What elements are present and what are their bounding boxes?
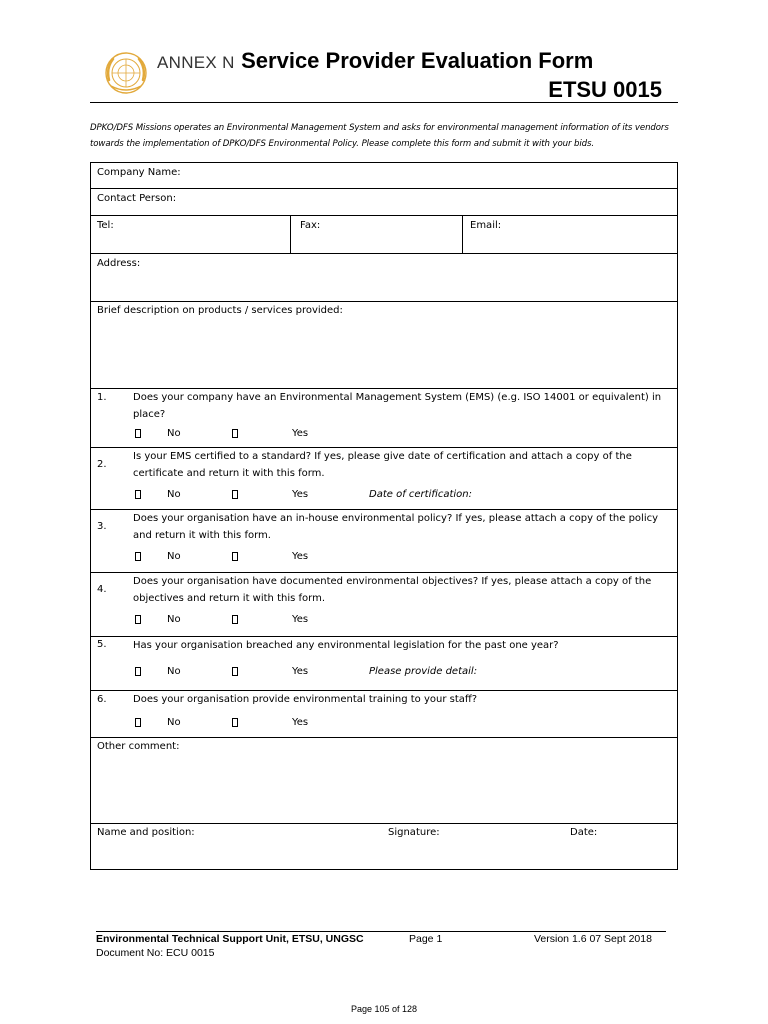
no-label: No: [167, 614, 181, 625]
footer-rule: [96, 931, 666, 932]
evaluation-form: [90, 162, 678, 870]
no-checkbox[interactable]: [135, 718, 141, 727]
yes-label: Yes: [292, 717, 309, 728]
yes-checkbox[interactable]: [232, 429, 238, 438]
un-emblem-logo: [103, 50, 149, 96]
question-number: 3.: [97, 521, 107, 532]
question-text: Is your EMS certified to a standard? If yes, please give date of certification and attach a copy of the certificate and return it with this form.: [133, 451, 632, 479]
footer-version: Version 1.6 07 Sept 2018: [534, 933, 652, 945]
cell-divider: [290, 215, 291, 253]
question-2: [91, 447, 677, 509]
yes-label: Yes: [292, 428, 309, 439]
no-checkbox[interactable]: [135, 429, 141, 438]
yes-checkbox[interactable]: [232, 667, 238, 676]
footer-unit: Environmental Technical Support Unit, ETSU, UNGSC: [96, 933, 364, 945]
yes-checkbox[interactable]: [232, 490, 238, 499]
question-number: 1.: [97, 392, 107, 403]
yes-checkbox[interactable]: [232, 615, 238, 624]
question-3: [91, 509, 677, 572]
intro-text: DPKO/DFS Missions operates an Environmental Management System and asks for environmental management information of its vendors towards the implementation of DPKO/DFS Environmental Policy. Please complete this form and submit it with your bids.: [90, 123, 669, 149]
question-5: [91, 636, 677, 690]
other-comment-label[interactable]: Other comment:: [97, 741, 180, 752]
row-divider: [91, 737, 677, 738]
footer-page: Page 1: [409, 933, 443, 945]
cell-divider: [462, 215, 463, 253]
no-label: No: [167, 489, 181, 500]
company-name-label[interactable]: Company Name:: [97, 167, 181, 178]
question-number: 6.: [97, 694, 107, 705]
question-6: [91, 690, 677, 737]
no-checkbox[interactable]: [135, 490, 141, 499]
question-text: Does your organisation have an in-house environmental policy? If yes, please attach a copy of the policy and return it with this form.: [133, 513, 659, 541]
row-divider: [91, 215, 677, 216]
no-label: No: [167, 666, 181, 677]
question-text: Does your company have an Environmental Management System (EMS) (e.g. ISO 14001 or equivalent) in place?: [133, 392, 662, 420]
question-4: [91, 572, 677, 636]
certification-date-field[interactable]: Date of certification:: [369, 489, 472, 500]
description-label[interactable]: Brief description on products / services provided:: [97, 305, 343, 316]
question-1: [91, 388, 677, 447]
breach-detail-field[interactable]: Please provide detail:: [369, 666, 478, 677]
address-label[interactable]: Address:: [97, 258, 141, 269]
no-checkbox[interactable]: [135, 667, 141, 676]
fax-label[interactable]: Fax:: [300, 220, 321, 231]
question-text: Does your organisation have documented environmental objectives? If yes, please attach a copy of the objectives and return it with this form.: [133, 576, 652, 604]
yes-label: Yes: [292, 614, 309, 625]
no-label: No: [167, 717, 181, 728]
annex-label: ANNEX N: [157, 53, 235, 72]
no-checkbox[interactable]: [135, 615, 141, 624]
row-divider: [91, 301, 677, 302]
page-indicator: Page 105 of 128: [350, 1004, 418, 1014]
header-title-line: [157, 48, 593, 74]
yes-checkbox[interactable]: [232, 552, 238, 561]
no-label: No: [167, 428, 181, 439]
email-label[interactable]: Email:: [470, 220, 502, 231]
date-label[interactable]: Date:: [570, 827, 598, 838]
row-divider: [91, 253, 677, 254]
row-divider: [91, 823, 677, 824]
yes-label: Yes: [292, 666, 309, 677]
question-text: Does your organisation provide environmental training to your staff?: [133, 694, 478, 705]
footer-doc-no: Document No: ECU 0015: [96, 947, 215, 959]
no-label: No: [167, 551, 181, 562]
signature-label[interactable]: Signature:: [388, 827, 440, 838]
yes-checkbox[interactable]: [232, 718, 238, 727]
name-position-label[interactable]: Name and position:: [97, 827, 195, 838]
question-number: 4.: [97, 584, 107, 595]
question-number: 2.: [97, 459, 107, 470]
row-divider: [91, 188, 677, 189]
no-checkbox[interactable]: [135, 552, 141, 561]
form-title: Service Provider Evaluation Form: [241, 48, 594, 73]
yes-label: Yes: [292, 489, 309, 500]
question-text: Has your organisation breached any environmental legislation for the past one year?: [133, 640, 559, 651]
form-code: ETSU 0015: [548, 77, 662, 102]
yes-label: Yes: [292, 551, 309, 562]
contact-person-label[interactable]: Contact Person:: [97, 193, 177, 204]
header-rule: [90, 102, 678, 103]
question-number: 5.: [97, 639, 107, 650]
tel-label[interactable]: Tel:: [97, 220, 114, 231]
